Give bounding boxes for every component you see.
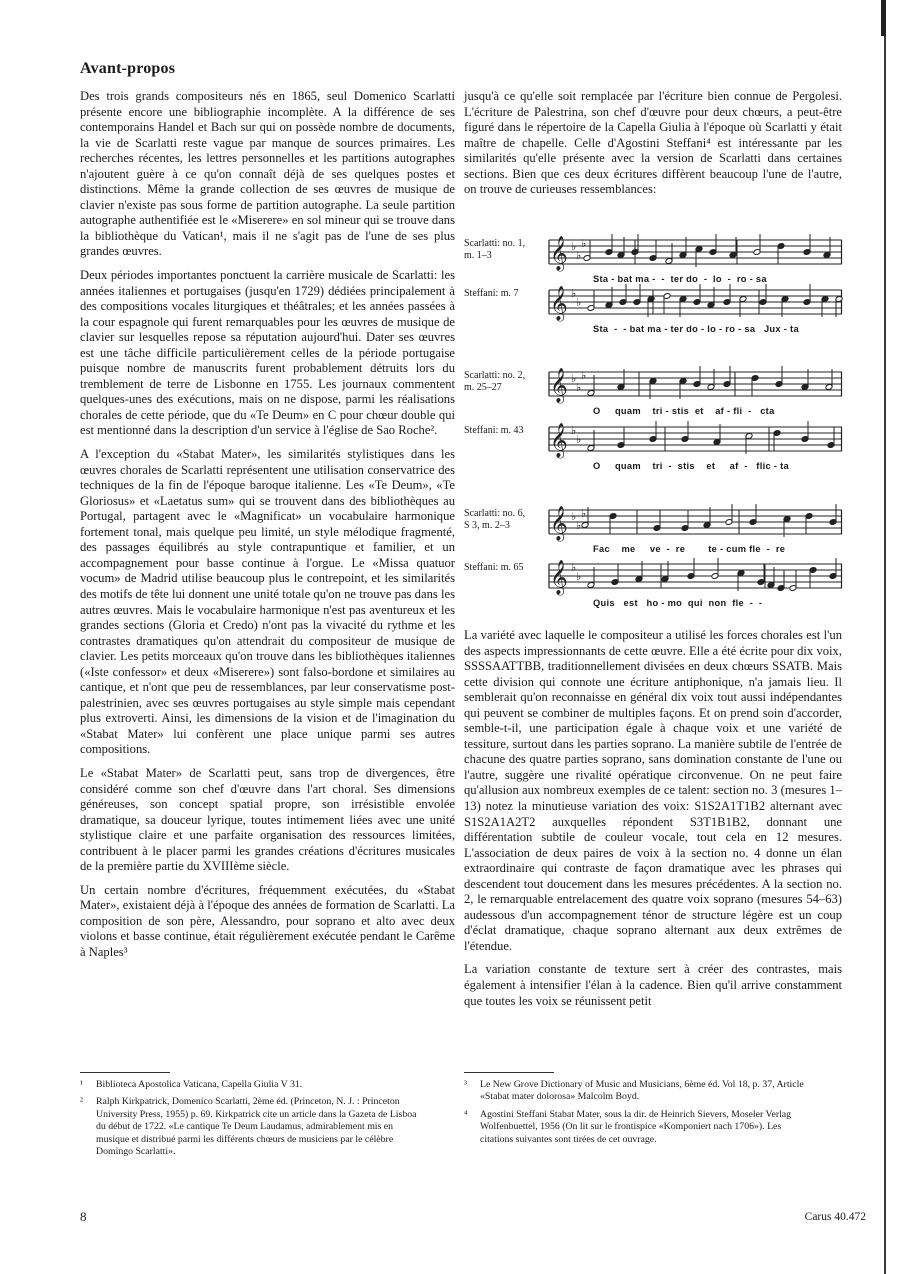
footnote xyxy=(80,1096,420,1158)
music-example-lyrics: O quam tri - stis et af - fli - cta xyxy=(593,406,775,416)
right-column-bottom xyxy=(464,628,842,1017)
svg-text:♭: ♭ xyxy=(576,249,582,262)
page-title: Avant-propos xyxy=(80,60,176,77)
music-example-label: Scarlatti: no. 2, m. 25–27 xyxy=(464,370,526,393)
footnote-number: ³ xyxy=(464,1079,467,1090)
music-example-lyrics: Fac me ve - re te - cum fle - re xyxy=(593,544,786,554)
svg-text:𝄞: 𝄞 xyxy=(550,236,568,271)
svg-text:♭: ♭ xyxy=(576,381,582,394)
footnote-text: Agostini Steffani Stabat Mater, sous la dir. de Heinrich Sievers, Moseler Verlag Wolfenbuettel, 1956 (On lit sur le frontispice «Komponiert nach 1706»). Les citations suivantes sont tirées de cet ouvrage. xyxy=(480,1108,792,1145)
svg-text:♭: ♭ xyxy=(571,510,577,523)
paragraph: Deux périodes importantes ponctuent la carrière musicale de Scarlatti: les années italiennes et portugaises (jusqu'en 1729) dédiées principalement à des compositions vocales liturgiques et théâtrales; et les années passées à la cour espagnole qui furent remarquables pour les œuvres de musique de clavier sur lesquelles repose sa réputation aujourd'hui. Dater ses œuvres est une tâche difficile particulièrement celles de la période portugaise puisque nombre de manuscrits furent probablement détruits lors du tremblement de terre de Lisbonne en 1755. Les journaux commentent quelques-unes des exécutions, mais on ne dispose, parmi les réalisations chorales de cette période, que du «Te Deum» en C pour chœur double qui est mentionné dans la description d'un service à l'église de Sao Roche². xyxy=(80,268,455,438)
paragraph: A l'exception du «Stabat Mater», les similarités stylistiques dans les œuvres chorales de Scarlatti représentent une utilisation conservatrice des techniques de la fin de l'époque baroque italienne. Les «Te Deum», «Te Gloriosus» et «Laetatus sum» qui se trouvent dans des bibliothèques au Portugal, partagent avec le «Magnificat» un vocabulaire harmonique fortement tonal, mais quelque peu limité, un style mélodique fragmenté, des passages équilibrés au style contrapuntique et familier, et un accompagnement pour basse continue à l'orgue. Le «Missa quatuor vocum» de Madrid utilise beaucoup plus le contrepoint, et les similarités des motifs de tête lui donnent une unité totale qu'on ne trouve pas dans les autres œuvres. Mais le vocabulaire harmonique n'est pas aventureux et les grandes sections (Gloria et Credo) n'ont pas la vivacité du rythme et les contrastes dramatiques qu'on attendrait du compositeur de musique de clavier. Les petits morceaux qu'on trouve dans les bibliothèques italiennes («Iste confessor» et deux «Miserere») sont falso-bordone et similaires au cantique, et n'ont que peu de ressemblances, par leur conservatisme post-palestrinien, avec ses œuvres portugaises au style simple mais cependant plus extroverti. Ainsi, les dimensions de la vision et de l'imagination du «Stabat Mater» lui confèrent une place unique parmi ses autres compositions. xyxy=(80,447,455,757)
svg-text:♭: ♭ xyxy=(581,369,587,382)
svg-text:♭: ♭ xyxy=(571,372,577,385)
footnote-rule-left xyxy=(80,1072,170,1073)
svg-text:♭: ♭ xyxy=(576,296,582,309)
music-staff xyxy=(549,560,842,600)
svg-text:♭: ♭ xyxy=(576,433,582,446)
footnotes-left xyxy=(80,1079,420,1163)
paragraph: Des trois grands compositeurs nés en 1865, seul Domenico Scarlatti présente encore une bibliographie incomplète. A la différence de ses contemporains Handel et Bach sur qui on possède nombre de documents, la vie de Scarlatti reste vague par manque de sources primaires. Les recherches récentes, les lettres personnelles et les partitions autographes n'ajoutent guère à ce qu'on connaît déjà de ses quelques postes et distinctions. Même la grande collection de ses œuvres de musique de clavier n'existe pas sous forme de partition autographe. La seule partition autographe authentifiée est le «Miserere» en sol mineur qui se trouve dans la bibliothèque du Vatican¹, mais il ne s'agit pas de l'une de ses plus grandes œuvres. xyxy=(80,89,455,259)
catalog-imprint: Carus 40.472 xyxy=(804,1211,866,1223)
svg-text:♭: ♭ xyxy=(581,237,587,250)
right-column-top xyxy=(464,89,842,206)
music-example-lyrics: Quis est ho - mo qui non fle - - xyxy=(593,598,763,608)
music-example-label: Steffani: m. 65 xyxy=(464,562,524,573)
music-staff xyxy=(549,506,842,546)
svg-text:𝄞: 𝄞 xyxy=(550,286,568,321)
paragraph: Un certain nombre d'écritures, fréquemment exécutées, du «Stabat Mater», existaient déjà à l'époque des années de formation de Scarlatti. La composition de son père, Alessandro, pour soprano et alto avec deux violons et basse continue, était régulièrement exécutée pendant le Carême à Naples³ xyxy=(80,882,455,959)
paragraph: La variété avec laquelle le compositeur a utilisé les forces chorales est l'un des aspects impressionnants de cette œuvre. Elle a été écrite pour dix voix, SSSSAATTBB, traditionnellement divisées en deux chœurs SSATB. Mais cette division qui connote une écriture antiphonique, n'a jamais lieu. Il semblerait qu'on reconnaisse en général dix voix tout aussi indépendantes qui peuvent se combiner de multiples façons. Et on prend soin d'accorder, semble-t-il, une participation égale à chaque voix et une variété de tessiture, surtout dans les parties soprano. La manière subtile de l'entrée de chacune des quatre parties soprano, sans domination constante de l'une ou l'autre, suggère une rivalité opératique circonvenue. On ne peut faire qu'allusion aux nombreux exemples de ce talent: section no. 3 (mesures 1–13) notez la minutieuse variation des voix: S1S2A1T1B2 alternant avec S1S2A1A2T2 auxquelles répondent S3T1B1B2, donnant une différentation subtile de couleur vocale, tout cela en 12 mesures. L'association de deux paires de voix à la section no. 4 donne un élan extraordinaire qui contraste de façon dramatique avec les phrases qui descendent tout doucement dans les mesures précédentes. A la section no. 2, le remarquable entrelacement des quatre voix soprano (mesures 54–63) audessous d'un accompagnement ténor de structure légère est un coup d'éclat dramatique, chaque soprano alternant aux deux extrêmes de l'étendue. xyxy=(464,628,842,953)
music-example-label: Scarlatti: no. 6, S 3, m. 2–3 xyxy=(464,508,526,531)
music-example-lyrics: Sta - bat ma - - ter do - lo - ro - sa xyxy=(593,274,767,284)
left-column xyxy=(80,89,455,969)
svg-text:𝄞: 𝄞 xyxy=(550,423,568,458)
footnote-number: ¹ xyxy=(80,1079,83,1090)
paragraph: La variation constante de texture sert à créer des contrastes, mais également à intensifier l'élan à la cadence. Bien qu'il arrive constamment que toutes les voix se réunissent petit xyxy=(464,962,842,1008)
page-number: 8 xyxy=(80,1209,87,1224)
page-edge-mark xyxy=(881,0,886,36)
music-example-label: Steffani: m. 43 xyxy=(464,425,524,436)
svg-text:𝄞: 𝄞 xyxy=(550,368,568,403)
svg-text:♭: ♭ xyxy=(571,240,577,253)
footnotes-right xyxy=(464,1079,804,1151)
music-examples xyxy=(464,230,844,630)
music-staff xyxy=(549,286,842,326)
footnote-text: Ralph Kirkpatrick, Domenico Scarlatti, 2ème éd. (Princeton, N. J. : Princeton University Press, 1955) p. 69. Kirkpatrick cite un article dans la Gazeta de Lisboa du début de 1722. «Le cantique Te Deum Laudamus, admirablement mis en musique et distribué parmi les différents chœurs de musiciens par le célèbre Domingo Scarlatti». xyxy=(96,1096,417,1158)
svg-text:♭: ♭ xyxy=(571,287,577,300)
page-edge-border xyxy=(884,0,886,1274)
music-example-label: Scarlatti: no. 1, m. 1–3 xyxy=(464,238,526,261)
svg-text:♭: ♭ xyxy=(576,570,582,583)
paragraph: jusqu'à ce qu'elle soit remplacée par l'écriture bien connue de Pergolesi. L'écriture de Palestrina, son chef d'œuvre pour deux chœurs, a peut-être figuré dans le répertoire de la Capella Giulia à l'époque où Scarlatti y était maître de chapelle. Celle d'Agostini Steffani⁴ est intéressante par les similarités qu'elle présente avec la version de Scarlatti dans certaines sections. Bien que ces deux écritures diffèrent beaucoup l'une de l'autre, on trouve de curieuses ressemblances: xyxy=(464,89,842,197)
footnote xyxy=(80,1079,420,1091)
svg-text:♭: ♭ xyxy=(576,519,582,532)
svg-text:♭: ♭ xyxy=(571,424,577,437)
music-example-lyrics: Sta - - bat ma - ter do - lo - ro - sa Jux - ta xyxy=(593,324,799,334)
music-example-lyrics: O quam tri - stis et af - flic - ta xyxy=(593,461,789,471)
music-staff xyxy=(549,368,842,408)
svg-text:♭: ♭ xyxy=(571,561,577,574)
paragraph: Le «Stabat Mater» de Scarlatti peut, sans trop de divergences, être considéré comme son chef d'œuvre dans l'art choral. Ses dimensions généreuses, son concept spatial propre, son irrésistible envolée dramatique, sa douceur lyrique, toutes intimement liées avec une unité stylistique claire et une parfaite organisation des ressources limitées, contribuent à le placer parmi les grandes créations d'écritures musicales de la première partie du XVIIIème siècle. xyxy=(80,765,455,874)
footnote xyxy=(464,1109,804,1146)
footnote-number: ² xyxy=(80,1096,83,1108)
music-example-label: Steffani: m. 7 xyxy=(464,288,519,299)
footnote-rule-right xyxy=(464,1072,554,1073)
music-staff xyxy=(549,236,842,276)
svg-text:𝄞: 𝄞 xyxy=(550,506,568,541)
footnote-text: Biblioteca Apostolica Vaticana, Capella Giulia V 31. xyxy=(96,1079,303,1090)
svg-text:𝄞: 𝄞 xyxy=(550,560,568,595)
music-staff xyxy=(549,423,842,463)
footnote-text: Le New Grove Dictionary of Music and Musicians, 6ème éd. Vol 18, p. 37, Article «Stabat mater dolorosa» Malcolm Boyd. xyxy=(480,1079,804,1103)
footnote xyxy=(464,1079,804,1104)
footnote-number: ⁴ xyxy=(464,1108,468,1120)
svg-text:♭: ♭ xyxy=(581,507,587,520)
